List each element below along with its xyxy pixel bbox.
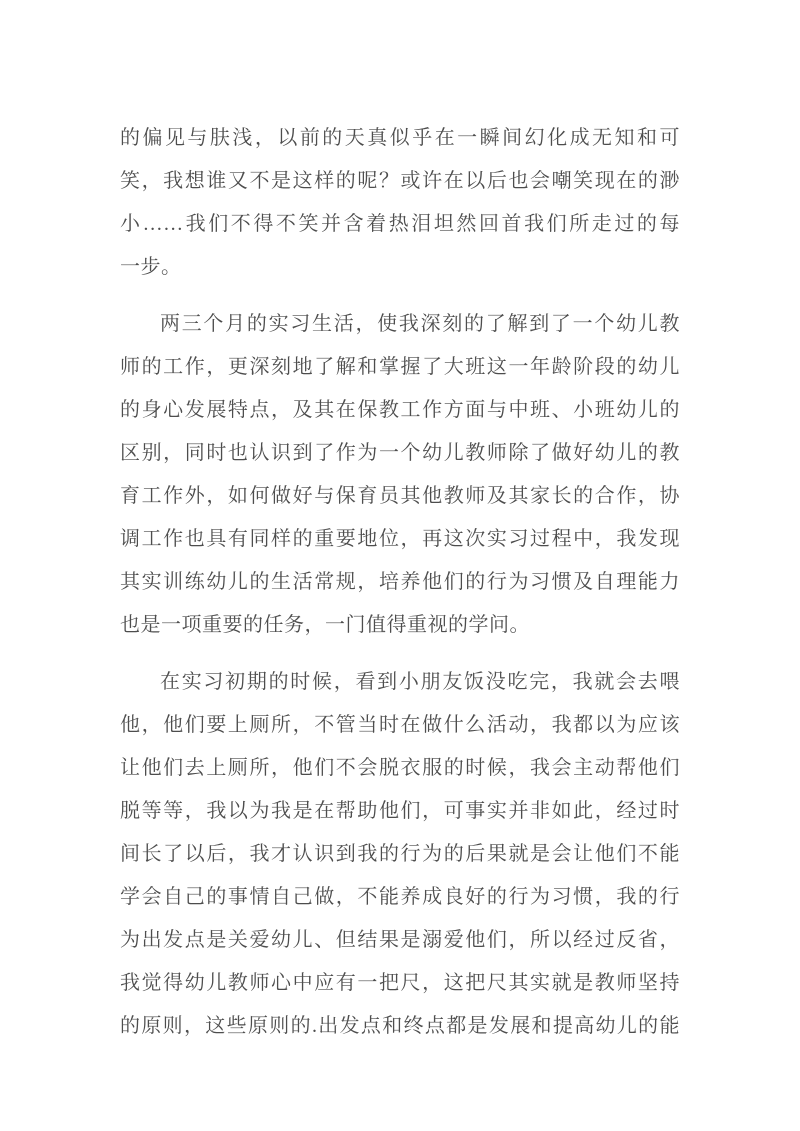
text-line: 师的工作，更深刻地了解和掌握了大班这一年龄阶段的幼儿 (120, 356, 680, 378)
text-line: 笑，我想谁又不是这样的呢？或许在以后也会嘲笑现在的渺 (120, 170, 680, 192)
text-line: 脱等等，我以为我是在帮助他们，可事实并非如此，经过时 (120, 800, 680, 822)
text-line: 其实训练幼儿的生活常规，培养他们的行为习惯及自理能力 (120, 571, 680, 593)
text-line: 在实习初期的时候，看到小朋友饭没吃完，我就会去喂 (160, 671, 680, 693)
text-line: 也是一项重要的任务，一门值得重视的学问。 (120, 614, 530, 636)
text-line: 他，他们要上厕所，不管当时在做什么活动，我都以为应该 (120, 714, 680, 736)
text-line: 调工作也具有同样的重要地位，再这次实习过程中，我发现 (120, 528, 680, 550)
text-line: 的身心发展特点，及其在保教工作方面与中班、小班幼儿的 (120, 399, 680, 421)
text-line: 育工作外，如何做好与保育员其他教师及其家长的合作，协 (120, 485, 680, 507)
text-line: 区别，同时也认识到了作为一个幼儿教师除了做好幼儿的教 (120, 442, 680, 464)
paragraph-1 (120, 117, 680, 289)
text-line: 间长了以后，我才认识到我的行为的后果就是会让他们不能 (120, 843, 680, 865)
text-line: 一步。 (120, 256, 182, 278)
paragraph-2 (120, 303, 680, 647)
text-line: 我觉得幼儿教师心中应有一把尺，这把尺其实就是教师坚持 (120, 972, 680, 994)
text-line: 的偏见与肤浅，以前的天真似乎在一瞬间幻化成无知和可 (120, 127, 680, 149)
text-line: 的原则，这些原则的.出发点和终点都是发展和提高幼儿的能 (120, 1015, 680, 1037)
text-line: 学会自己的事情自己做，不能养成良好的行为习惯，我的行 (120, 886, 680, 908)
text-line: 让他们去上厕所，他们不会脱衣服的时候，我会主动帮他们 (120, 757, 680, 779)
text-line: 为出发点是关爱幼儿、但结果是溺爱他们，所以经过反省， (120, 929, 680, 951)
document-body (120, 117, 680, 1048)
text-line: 小……我们不得不笑并含着热泪坦然回首我们所走过的每 (120, 213, 680, 235)
paragraph-3 (120, 661, 680, 1048)
text-line: 两三个月的实习生活，使我深刻的了解到了一个幼儿教 (160, 313, 680, 335)
